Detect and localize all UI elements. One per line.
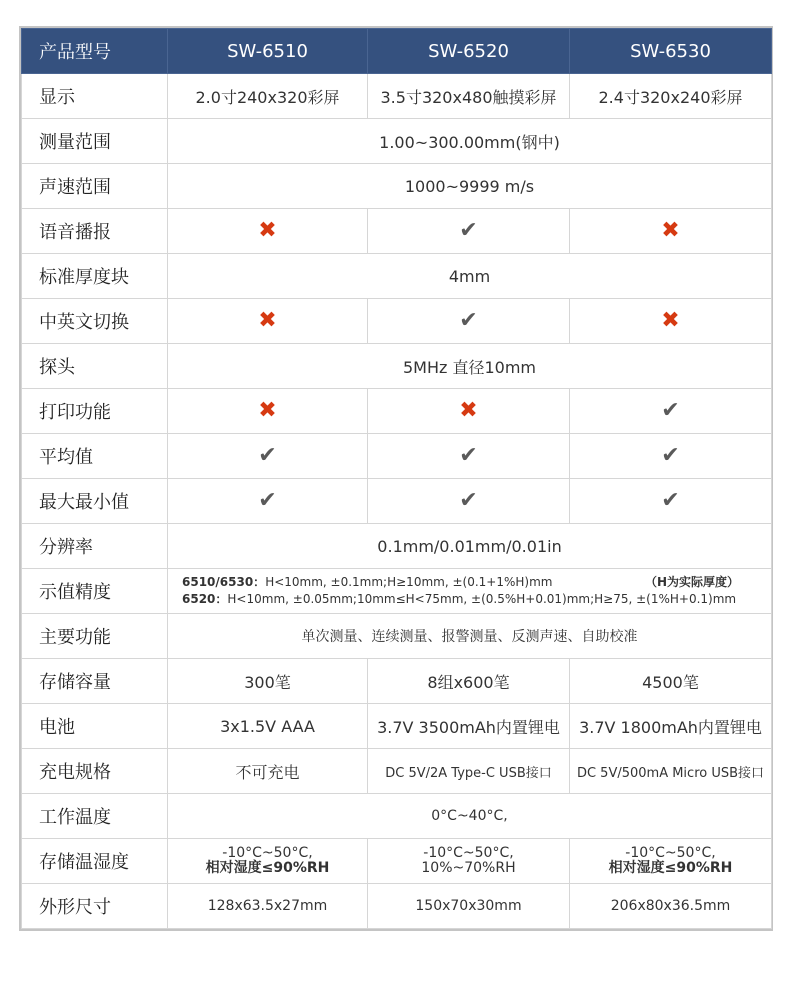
row-label: 示值精度 <box>22 569 168 614</box>
row-size <box>22 884 772 929</box>
row-lang <box>22 299 772 344</box>
row-accuracy <box>22 569 772 614</box>
cell-value: DC 5V/500mA Micro USB接口 <box>570 749 772 794</box>
cell-value: 150x70x30mm <box>368 884 570 929</box>
model-sw-6530: SW-6530 <box>570 29 772 74</box>
cell-value: 2.0寸240x320彩屏 <box>168 74 368 119</box>
row-label: 平均值 <box>22 434 168 479</box>
check-icon: ✔ <box>459 488 478 513</box>
mark-cell <box>168 434 368 479</box>
cell-value: 300笔 <box>168 659 368 704</box>
row-block <box>22 254 772 299</box>
accuracy-text-1: H<10mm, ±0.1mm;H≥10mm, ±(0.1+1%H)mm <box>265 575 553 589</box>
accuracy-model-1: 6510/6530： <box>182 575 266 589</box>
accuracy-cell <box>168 569 772 614</box>
row-label: 主要功能 <box>22 614 168 659</box>
mark-cell <box>168 299 368 344</box>
row-battery <box>22 704 772 749</box>
mark-cell <box>570 434 772 479</box>
storetemp-line-2 <box>168 861 367 876</box>
row-label: 工作温度 <box>22 794 168 839</box>
cross-icon: ✖ <box>258 218 277 243</box>
spec-table <box>21 28 772 929</box>
mark-cell <box>368 389 570 434</box>
cell-value: DC 5V/2A Type-C USB接口 <box>368 749 570 794</box>
storetemp-line-1: -10°C~50°C, <box>423 845 514 861</box>
cell-value: 0°C~40°C, <box>168 794 772 839</box>
cell-value <box>368 839 570 884</box>
mark-cell <box>168 209 368 254</box>
row-label: 测量范围 <box>22 119 168 164</box>
mark-cell <box>368 209 570 254</box>
cell-value: 1.00~300.00mm(钢中) <box>168 119 772 164</box>
accuracy-line-2 <box>182 591 771 608</box>
storetemp-line-2: 10%~70%RH <box>421 860 516 876</box>
row-label: 打印功能 <box>22 389 168 434</box>
row-label: 存储容量 <box>22 659 168 704</box>
row-minmax <box>22 479 772 524</box>
row-label: 最大最小值 <box>22 479 168 524</box>
row-range <box>22 119 772 164</box>
row-label: 探头 <box>22 344 168 389</box>
check-icon: ✔ <box>459 308 478 333</box>
cell-value: 3.7V 3500mAh内置锂电 <box>368 704 570 749</box>
mark-cell <box>570 389 772 434</box>
accuracy-note: （H为实际厚度） <box>644 575 739 589</box>
row-storage <box>22 659 772 704</box>
cell-value <box>168 839 368 884</box>
storetemp-line-1: -10°C~50°C, <box>222 845 313 861</box>
cell-value: 128x63.5x27mm <box>168 884 368 929</box>
row-label: 存储温湿度 <box>22 839 168 884</box>
check-icon: ✔ <box>459 218 478 243</box>
cell-value: 3.7V 1800mAh内置锂电 <box>570 704 772 749</box>
row-temp <box>22 794 772 839</box>
storetemp-humidity: 相对湿度≤90%RH <box>205 860 330 876</box>
row-label: 分辨率 <box>22 524 168 569</box>
cell-value: 4mm <box>168 254 772 299</box>
row-label: 充电规格 <box>22 749 168 794</box>
header-label: 产品型号 <box>22 29 168 74</box>
storetemp-line-1: -10°C~50°C, <box>625 845 716 861</box>
row-velocity <box>22 164 772 209</box>
cell-value: 3.5寸320x480触摸彩屏 <box>368 74 570 119</box>
cell-value <box>570 839 772 884</box>
cell-value: 8组x600笔 <box>368 659 570 704</box>
mark-cell <box>570 479 772 524</box>
row-storetemp <box>22 839 772 884</box>
row-functions <box>22 614 772 659</box>
cell-value: 5MHz 直径10mm <box>168 344 772 389</box>
cross-icon: ✖ <box>258 308 277 333</box>
row-label: 标准厚度块 <box>22 254 168 299</box>
row-label: 外形尺寸 <box>22 884 168 929</box>
check-icon: ✔ <box>258 488 277 513</box>
check-icon: ✔ <box>661 443 680 468</box>
model-sw-6510: SW-6510 <box>168 29 368 74</box>
mark-cell <box>168 479 368 524</box>
cross-icon: ✖ <box>459 398 478 423</box>
cross-icon: ✖ <box>661 308 680 333</box>
accuracy-text-2: H<10mm, ±0.05mm;10mm≤H<75mm, ±(0.5%H+0.01)mm;H≥75, ±(1%H+0.1)mm <box>227 592 737 606</box>
row-label: 声速范围 <box>22 164 168 209</box>
header-row <box>22 29 772 74</box>
row-charge <box>22 749 772 794</box>
model-sw-6520: SW-6520 <box>368 29 570 74</box>
row-probe <box>22 344 772 389</box>
row-average <box>22 434 772 479</box>
accuracy-line-1 <box>182 574 771 591</box>
storetemp-humidity: 相对湿度≤90%RH <box>608 860 733 876</box>
mark-cell <box>368 434 570 479</box>
check-icon: ✔ <box>661 488 680 513</box>
cell-value: 2.4寸320x240彩屏 <box>570 74 772 119</box>
spec-table-frame <box>19 26 773 931</box>
mark-cell <box>368 479 570 524</box>
cell-value: 不可充电 <box>168 749 368 794</box>
cell-value: 4500笔 <box>570 659 772 704</box>
row-display <box>22 74 772 119</box>
cross-icon: ✖ <box>661 218 680 243</box>
row-label: 电池 <box>22 704 168 749</box>
mark-cell <box>570 209 772 254</box>
cell-value: 206x80x36.5mm <box>570 884 772 929</box>
storetemp-line-2 <box>570 861 771 876</box>
cell-value: 0.1mm/0.01mm/0.01in <box>168 524 772 569</box>
cell-value: 3x1.5V AAA <box>168 704 368 749</box>
row-print <box>22 389 772 434</box>
check-icon: ✔ <box>258 443 277 468</box>
accuracy-model-2: 6520： <box>182 592 228 606</box>
row-resolution <box>22 524 772 569</box>
cell-value: 单次测量、连续测量、报警测量、反测声速、自助校准 <box>168 614 772 659</box>
cell-value: 1000~9999 m/s <box>168 164 772 209</box>
check-icon: ✔ <box>661 398 680 423</box>
check-icon: ✔ <box>459 443 478 468</box>
row-label: 中英文切换 <box>22 299 168 344</box>
cross-icon: ✖ <box>258 398 277 423</box>
mark-cell <box>368 299 570 344</box>
mark-cell <box>168 389 368 434</box>
row-label: 语音播报 <box>22 209 168 254</box>
row-voice <box>22 209 772 254</box>
mark-cell <box>570 299 772 344</box>
row-label: 显示 <box>22 74 168 119</box>
